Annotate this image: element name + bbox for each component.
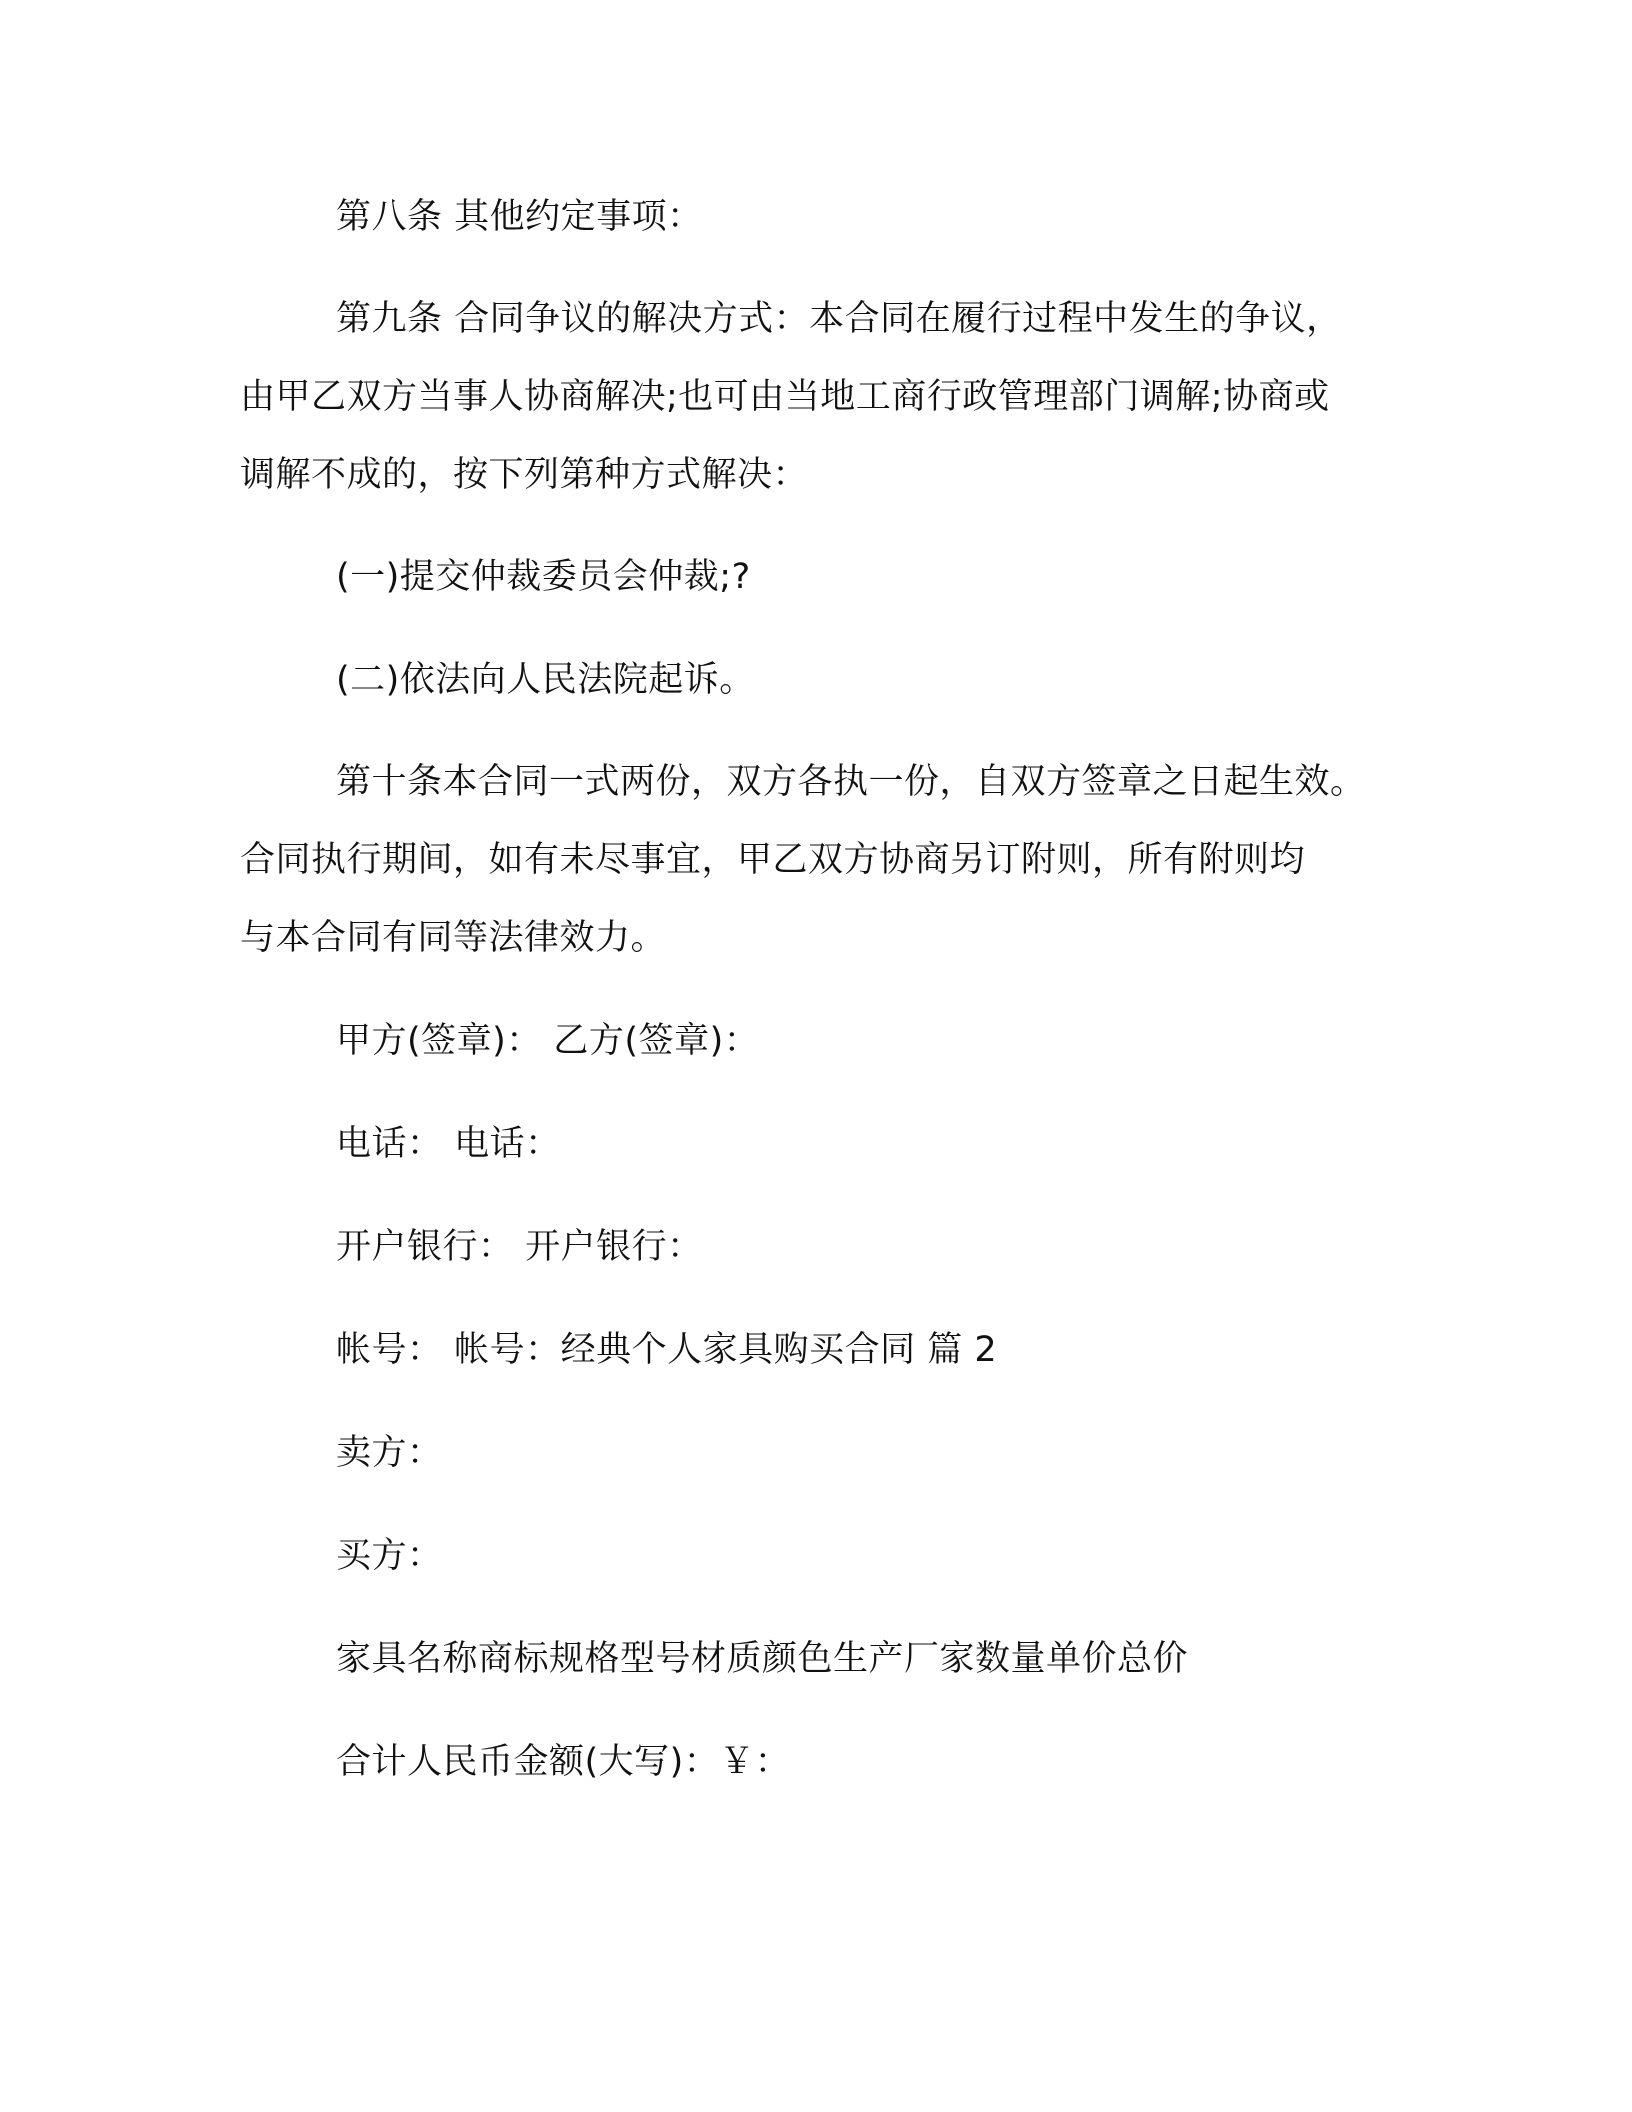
article-9 [240,280,1420,514]
signature-line: 甲方(签章)： 乙方(签章)： [336,1021,760,1061]
bank-line: 开户银行： 开户银行： [336,1227,703,1267]
seller-line: 卖方： [336,1433,443,1473]
article-8: 第八条 其他约定事项： [336,197,703,237]
table-header-line: 家具名称商标规格型号材质颜色生产厂家数量单价总价 [336,1639,1189,1679]
article-9-line-1: 第九条 合同争议的解决方式：本合同在履行过程中发生的争议， [336,299,1342,339]
article-10-line-1: 第十条本合同一式两份，双方各执一份，自双方签章之日起生效。 [336,762,1366,802]
option-2: (二)依法向人民法院起诉。 [336,660,755,700]
article-10 [240,743,1420,977]
option-1: (一)提交仲裁委员会仲裁;? [336,557,751,597]
article-9-line-2: 由甲乙双方当事人协商解决;也可由当地工商行政管理部门调解;协商或 [240,377,1330,417]
article-9-line-3: 调解不成的，按下列第种方式解决： [240,455,809,495]
total-amount-line: 合计人民币金额(大写)：￥： [336,1742,791,1782]
article-10-line-3: 与本合同有同等法律效力。 [240,918,667,958]
article-10-line-2: 合同执行期间，如有未尽事宜，甲乙双方协商另订附则，所有附则均 [240,840,1306,880]
buyer-line: 买方： [336,1536,443,1576]
phone-line: 电话： 电话： [336,1124,561,1164]
account-line: 帐号： 帐号：经典个人家具购买合同 篇 2 [336,1330,998,1370]
